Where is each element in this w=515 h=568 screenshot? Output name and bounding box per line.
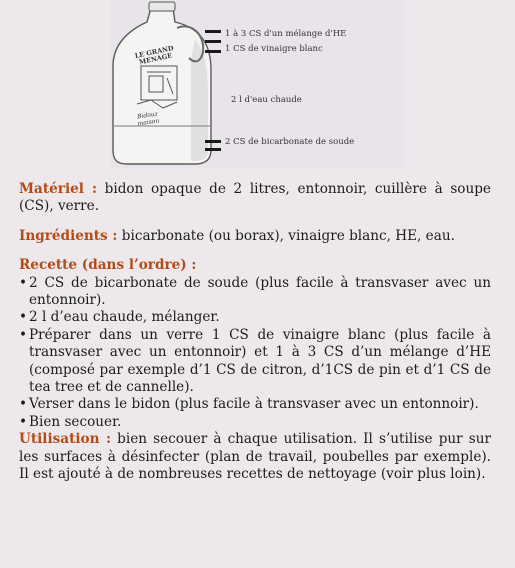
list-item: • Verser dans le bidon (plus facile à transvaser avec un entonnoir). [19,396,479,413]
annotation-vinegar: 1 CS de vinaigre blanc [225,44,323,54]
materiel-text: bidon opaque de 2 litres, entonnoir, cuillère à soupe (CS), verre. [19,181,491,215]
recette-steps [19,275,491,432]
recipe-illustration [111,0,404,168]
utilisation-label: Utilisation : [19,431,112,448]
bullet-icon: • [19,326,28,343]
ingredients-text: bicarbonate (ou borax), vinaigre blanc, HE, eau. [121,227,455,244]
annotation-bicarb: 2 CS de bicarbonate de soude [225,137,355,147]
list-item: • Préparer dans un verre 1 CS de vinaigre blanc (plus facile à transvaser avec un entonnoir) et 1 à 3 CS d’un mélange d’HE (composé par exemple d’1 CS de citron, d’1CS de pin et d’1 CS de tea tree et de cannelle). [19,326,491,396]
ingredients-label: Ingrédients : [19,227,118,244]
list-item: • 2 CS de bicarbonate de soude (plus facile à transvaser avec un entonnoir). [19,274,491,309]
utilisation-paragraph [19,431,491,483]
recette-heading [19,257,491,274]
materiel-paragraph [19,181,491,216]
list-item: • 2 l d’eau chaude, mélanger. [19,309,220,326]
utilisation-text: bien secouer à chaque utilisation. Il s’utilise pur sur les surfaces à désinfecter (plan de travail, poubelles par exemple). Il est ajouté à de nombreuses recettes de nettoyage (voir plus loin). [19,431,491,483]
bullet-icon: • [19,396,28,413]
bottle-label: LE GRAND MENAGE [134,44,175,67]
recette-label: Recette (dans l’ordre) : [19,257,197,274]
ingredients-paragraph [19,228,491,245]
bullet-icon: • [19,274,28,291]
bullet-icon: • [19,309,28,326]
materiel-label: Matériel : [19,181,97,197]
annotation-water: 2 l d'eau chaude [231,95,302,105]
list-item: • Bien secouer. [19,413,122,430]
bullet-icon: • [19,413,28,430]
bottle-sublabel: Bidouz maison [136,110,160,128]
annotation-he: 1 à 3 CS d'un mélange d'HE [225,29,347,39]
recipe-text [19,181,491,484]
